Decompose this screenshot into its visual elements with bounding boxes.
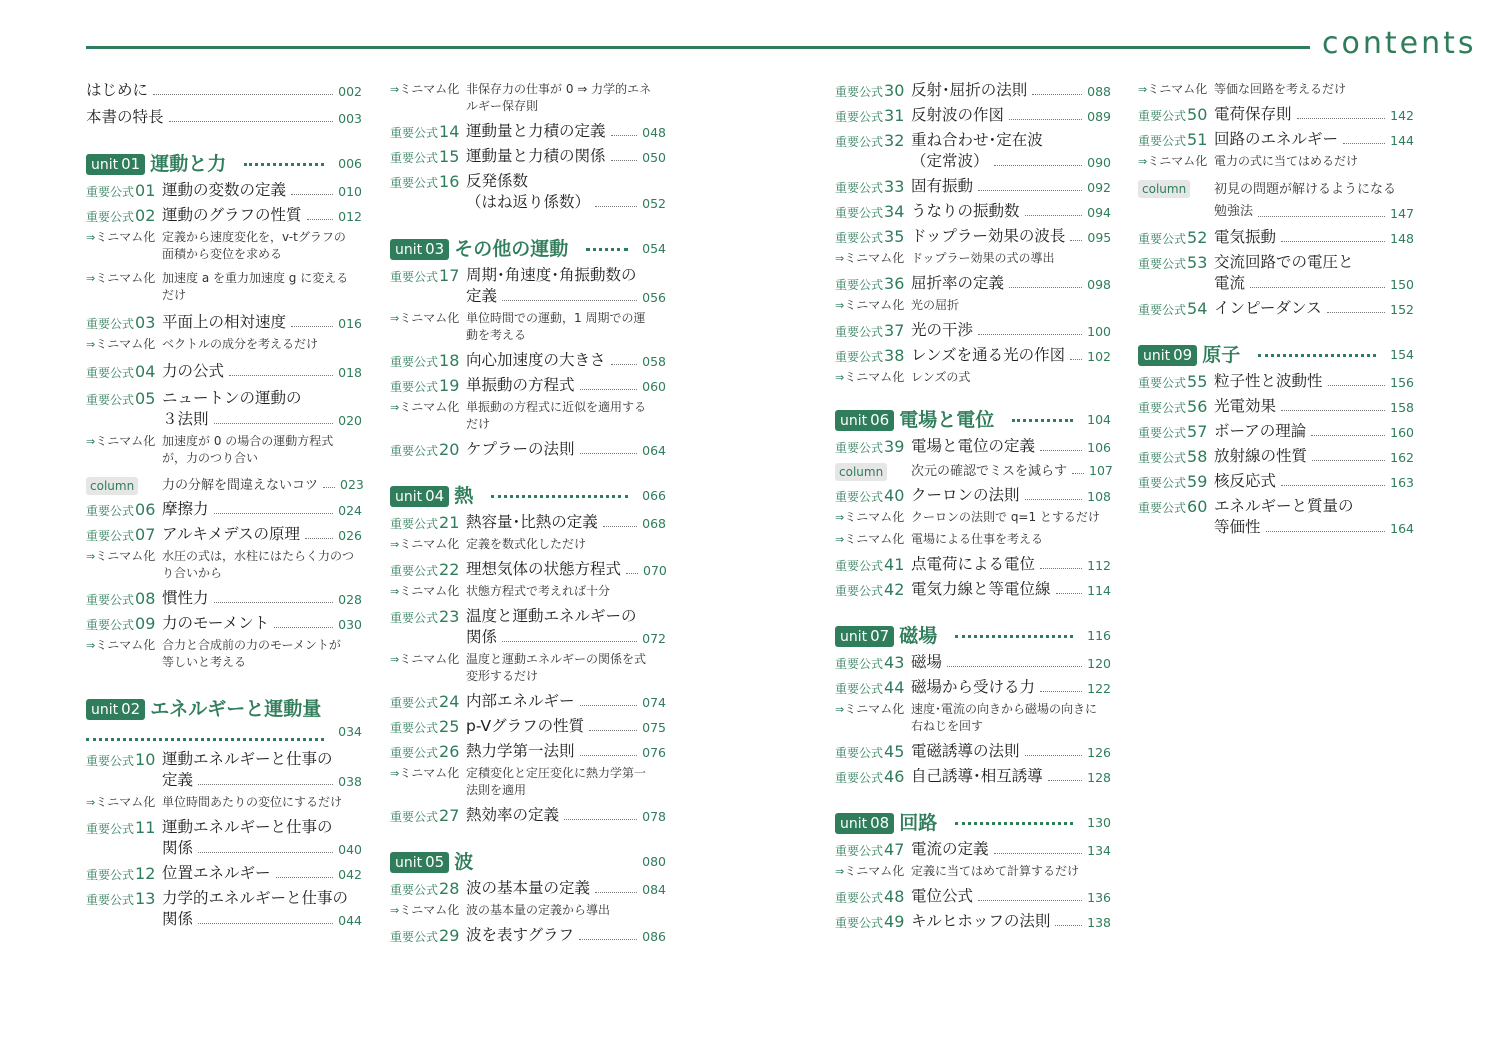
minimal-entry[interactable]: ⇒ミニマム化 加速度が 0 の場合の運動方程式 が，力のつり合い xyxy=(86,434,334,465)
minimal-entry[interactable]: ⇒ミニマム化 水圧の式は，水柱にはたらく力のつ り合いから xyxy=(86,549,355,580)
formula-entry[interactable]: 重要公式26 熱力学第一法則 076 xyxy=(390,742,666,761)
formula-entry[interactable]: 重要公式03 平面上の相対速度 016 xyxy=(86,313,362,332)
arrow-icon: ⇒ xyxy=(390,312,400,325)
toc-column-3 xyxy=(835,80,1111,932)
formula-entry[interactable]: 重要公式06 摩擦力 024 xyxy=(86,500,362,519)
arrow-icon: ⇒ xyxy=(1138,155,1148,168)
minimal-entry[interactable]: ⇒ミニマム化 合力と合成前の力のモーメントが 等しいと考える xyxy=(86,638,341,669)
unit-heading[interactable]: unit 03 その他の運動 054 xyxy=(390,237,666,261)
toc-column-4 xyxy=(1138,80,1414,538)
formula-entry[interactable]: 重要公式39 電場と電位の定義 106 xyxy=(835,437,1111,456)
arrow-icon: ⇒ xyxy=(390,653,400,666)
formula-entry[interactable]: 重要公式09 力のモーメント 030 xyxy=(86,614,362,633)
formula-entry[interactable]: 重要公式05 ニュートンの運動の ３法則 020 xyxy=(86,389,362,428)
arrow-icon: ⇒ xyxy=(86,796,96,809)
arrow-icon: ⇒ xyxy=(86,435,96,448)
formula-entry[interactable]: 重要公式31 反射波の作図 089 xyxy=(835,106,1111,125)
page-title: contents xyxy=(1322,26,1477,61)
minimal-entry[interactable]: ⇒ミニマム化 定義から速度変化を，v-tグラフの 面積から変位を求める xyxy=(86,230,346,261)
arrow-icon: ⇒ xyxy=(390,585,400,598)
minimal-entry[interactable]: ⇒ミニマム化 定義に当てはめて計算するだけ xyxy=(835,864,1080,878)
formula-entry[interactable]: 重要公式36 屈折率の定義 098 xyxy=(835,274,1111,293)
formula-entry[interactable]: 重要公式19 単振動の方程式 060 xyxy=(390,376,666,395)
unit-badge: unit 05 xyxy=(390,852,449,873)
toc-column-2 xyxy=(390,80,666,946)
minimal-entry[interactable]: ⇒ミニマム化 温度と運動エネルギーの関係を式 変形するだけ xyxy=(390,652,647,683)
formula-entry[interactable]: 重要公式01 運動の変数の定義 010 xyxy=(86,181,362,200)
arrow-icon: ⇒ xyxy=(86,231,96,244)
arrow-icon: ⇒ xyxy=(835,703,845,716)
toc-column-1 xyxy=(86,80,362,930)
header-rule xyxy=(86,46,1310,49)
unit-badge: unit 03 xyxy=(390,239,449,260)
unit-badge: unit 07 xyxy=(835,626,894,647)
minimal-entry[interactable]: ⇒ミニマム化 波の基本量の定義から導出 xyxy=(390,903,611,917)
unit-heading[interactable]: unit 09 原子 154 xyxy=(1138,343,1414,367)
arrow-icon: ⇒ xyxy=(835,533,845,546)
page-number: 003 xyxy=(338,111,362,126)
page-number: 002 xyxy=(338,84,362,99)
minimal-entry[interactable]: ⇒ミニマム化 単位時間での運動，1 周期での運 動を考える xyxy=(390,311,646,342)
formula-entry[interactable]: 重要公式27 熱効率の定義 078 xyxy=(390,806,666,825)
formula-entry[interactable]: 重要公式17 周期･角速度･角振動数の 定義 056 xyxy=(390,266,666,305)
column-badge: column xyxy=(835,463,887,481)
formula-entry[interactable]: 重要公式24 内部エネルギー 074 xyxy=(390,692,666,711)
arrow-icon: ⇒ xyxy=(86,338,96,351)
minimal-entry[interactable]: ⇒ミニマム化 単位時間あたりの変位にするだけ xyxy=(86,795,343,809)
formula-entry[interactable]: 重要公式08 慣性力 028 xyxy=(86,589,362,608)
arrow-icon: ⇒ xyxy=(390,538,400,551)
arrow-icon: ⇒ xyxy=(835,371,845,384)
arrow-icon: ⇒ xyxy=(390,767,400,780)
column-entry[interactable]: column 力の分解を間違えないコツ 023 xyxy=(86,475,362,495)
formula-entry[interactable]: 重要公式18 向心加速度の大きさ 058 xyxy=(390,351,666,370)
unit-heading[interactable]: unit 07 磁場 116 xyxy=(835,624,1111,648)
formula-entry[interactable]: 重要公式43 磁場 120 xyxy=(835,653,1111,672)
unit-heading[interactable]: unit 08 回路 130 xyxy=(835,811,1111,835)
formula-entry[interactable]: 重要公式13 力学的エネルギーと仕事の 関係 044 xyxy=(86,889,362,928)
unit-heading[interactable]: unit 04 熱 066 xyxy=(390,484,666,508)
minimal-entry[interactable]: ⇒ミニマム化 レンズの式 xyxy=(835,370,971,384)
formula-entry[interactable]: 重要公式28 波の基本量の定義 084 xyxy=(390,879,666,898)
column-entry[interactable]: column 初見の問題が解けるようになる 勉強法 147 xyxy=(1138,178,1414,223)
minimal-entry[interactable]: ⇒ミニマム化 ベクトルの成分を考えるだけ xyxy=(86,337,319,351)
formula-entry[interactable]: 重要公式29 波を表すグラフ 086 xyxy=(390,926,666,945)
unit-badge: unit 02 xyxy=(86,699,145,720)
formula-entry[interactable]: 重要公式48 電位公式 136 xyxy=(835,887,1111,906)
formula-entry[interactable]: 重要公式07 アルキメデスの原理 026 xyxy=(86,525,362,544)
arrow-icon: ⇒ xyxy=(86,639,96,652)
formula-entry[interactable]: 重要公式55 粒子性と波動性 156 xyxy=(1138,372,1414,391)
formula-entry[interactable]: 重要公式46 自己誘導･相互誘導 128 xyxy=(835,767,1111,786)
unit-badge: unit 06 xyxy=(835,410,894,431)
arrow-icon: ⇒ xyxy=(390,401,400,414)
formula-entry[interactable]: 重要公式40 クーロンの法則 108 xyxy=(835,486,1111,505)
formula-entry[interactable]: 重要公式02 運動のグラフの性質 012 xyxy=(86,206,362,225)
formula-entry[interactable]: 重要公式15 運動量と力積の関係 050 xyxy=(390,147,666,166)
minimal-entry[interactable]: ⇒ミニマム化 等価な回路を考えるだけ xyxy=(1138,82,1347,96)
formula-entry[interactable]: 重要公式53 交流回路での電圧と 電流 150 xyxy=(1138,253,1414,292)
minimal-entry[interactable]: ⇒ミニマム化 加速度 a を重力加速度 g に変える だけ xyxy=(86,271,349,302)
formula-entry[interactable]: 重要公式23 温度と運動エネルギーの 関係 072 xyxy=(390,607,666,646)
minimal-entry[interactable]: ⇒ミニマム化 電力の式に当てはめるだけ xyxy=(1138,154,1359,168)
formula-entry[interactable]: 重要公式44 磁場から受ける力 122 xyxy=(835,678,1111,697)
column-badge: column xyxy=(1138,180,1190,198)
formula-entry[interactable]: 重要公式25 p-Vグラフの性質 075 xyxy=(390,717,666,736)
formula-entry[interactable]: 重要公式33 固有振動 092 xyxy=(835,177,1111,196)
formula-entry[interactable]: 重要公式34 うなりの振動数 094 xyxy=(835,202,1111,221)
formula-entry[interactable]: 重要公式52 電気振動 148 xyxy=(1138,228,1414,247)
formula-entry[interactable]: 重要公式42 電気力線と等電位線 114 xyxy=(835,580,1111,599)
minimal-entry[interactable]: ⇒ミニマム化 状態方程式で考えれば十分 xyxy=(390,584,611,598)
formula-entry[interactable]: 重要公式20 ケプラーの法則 064 xyxy=(390,440,666,459)
formula-entry[interactable]: 重要公式14 運動量と力積の定義 048 xyxy=(390,122,666,141)
arrow-icon: ⇒ xyxy=(86,272,96,285)
column-badge: column xyxy=(86,477,138,495)
formula-entry[interactable]: 重要公式41 点電荷による電位 112 xyxy=(835,555,1111,574)
arrow-icon: ⇒ xyxy=(835,299,845,312)
arrow-icon: ⇒ xyxy=(390,904,400,917)
formula-entry[interactable]: 重要公式51 回路のエネルギー 144 xyxy=(1138,130,1414,149)
minimal-entry[interactable]: ⇒ミニマム化 非保存力の仕事が 0 ⇒ 力学的エネ ルギー保存則 xyxy=(390,82,652,113)
minimal-entry[interactable]: ⇒ミニマム化 定積変化と定圧変化に熱力学第一 法則を適用 xyxy=(390,766,647,797)
formula-entry[interactable]: 重要公式38 レンズを通る光の作図 102 xyxy=(835,346,1112,365)
formula-entry[interactable]: 重要公式10 運動エネルギーと仕事の 定義 038 xyxy=(86,750,362,789)
unit-badge: unit 04 xyxy=(390,486,449,507)
formula-entry[interactable]: 重要公式45 電磁誘導の法則 126 xyxy=(835,742,1111,761)
minimal-entry[interactable]: ⇒ミニマム化 電場による仕事を考える xyxy=(835,532,1044,546)
toc-entry[interactable]: 本書の特長 003 xyxy=(86,108,362,126)
formula-entry[interactable]: 重要公式59 核反応式 163 xyxy=(1138,472,1414,491)
formula-entry[interactable]: 重要公式04 力の公式 018 xyxy=(86,362,362,381)
formula-entry[interactable]: 重要公式54 インピーダンス 152 xyxy=(1138,299,1414,318)
formula-entry[interactable]: 重要公式57 ボーアの理論 160 xyxy=(1138,422,1414,441)
formula-entry[interactable]: 重要公式58 放射線の性質 162 xyxy=(1138,447,1414,466)
formula-entry[interactable]: 重要公式56 光電効果 158 xyxy=(1138,397,1414,416)
unit-badge: unit 01 xyxy=(86,154,145,175)
minimal-entry[interactable]: ⇒ミニマム化 ドップラー効果の式の導出 xyxy=(835,251,1055,265)
toc-entry[interactable]: はじめに 002 xyxy=(86,81,362,99)
formula-entry[interactable]: 重要公式11 運動エネルギーと仕事の 関係 040 xyxy=(86,818,362,857)
unit-heading[interactable]: unit 06 電場と電位 104 xyxy=(835,408,1111,432)
unit-heading[interactable]: unit 05 波 080 xyxy=(390,850,666,874)
column-entry[interactable]: column 次元の確認でミスを減らす 107 xyxy=(835,461,1111,481)
formula-entry[interactable]: 重要公式37 光の干渉 100 xyxy=(835,321,1111,340)
formula-entry[interactable]: 重要公式47 電流の定義 134 xyxy=(835,840,1111,859)
formula-entry[interactable]: 重要公式22 理想気体の状態方程式 070 xyxy=(390,560,667,579)
formula-entry[interactable]: 重要公式35 ドップラー効果の波長 095 xyxy=(835,227,1112,246)
minimal-entry[interactable]: ⇒ミニマム化 光の屈折 xyxy=(835,298,960,312)
minimal-entry[interactable]: ⇒ミニマム化 クーロンの法則で q=1 とするだけ xyxy=(835,510,1100,524)
arrow-icon: ⇒ xyxy=(835,252,845,265)
minimal-entry[interactable]: ⇒ミニマム化 定義を数式化しただけ xyxy=(390,537,587,551)
arrow-icon: ⇒ xyxy=(835,511,845,524)
arrow-icon: ⇒ xyxy=(390,83,400,96)
minimal-entry[interactable]: ⇒ミニマム化 速度･電流の向きから磁場の向きに 右ねじを回す xyxy=(835,702,1098,733)
formula-entry[interactable]: 重要公式32 重ね合わせ･定在波 （定常波） 090 xyxy=(835,131,1111,170)
formula-entry[interactable]: 重要公式21 熱容量･比熱の定義 068 xyxy=(390,513,666,532)
unit-badge: unit 08 xyxy=(835,813,894,834)
unit-heading[interactable]: unit 01 運動と力 006 xyxy=(86,152,362,176)
unit-heading[interactable]: unit 02 エネルギーと運動量 xyxy=(86,697,362,721)
unit-badge: unit 09 xyxy=(1138,345,1197,366)
arrow-icon: ⇒ xyxy=(86,550,96,563)
formula-entry[interactable]: 重要公式60 エネルギーと質量の 等価性 164 xyxy=(1138,497,1414,536)
formula-entry[interactable]: 重要公式12 位置エネルギー 042 xyxy=(86,864,362,883)
unit-page-line: 034 xyxy=(86,723,362,741)
formula-entry[interactable]: 重要公式49 キルヒホッフの法則 138 xyxy=(835,912,1111,931)
formula-entry[interactable]: 重要公式16 反発係数 （はね返り係数） 052 xyxy=(390,172,666,211)
formula-entry[interactable]: 重要公式50 電荷保存則 142 xyxy=(1138,105,1414,124)
arrow-icon: ⇒ xyxy=(1138,83,1148,96)
minimal-entry[interactable]: ⇒ミニマム化 単振動の方程式に近似を適用する だけ xyxy=(390,400,647,431)
formula-entry[interactable]: 重要公式30 反射･屈折の法則 088 xyxy=(835,81,1111,100)
arrow-icon: ⇒ xyxy=(835,865,845,878)
